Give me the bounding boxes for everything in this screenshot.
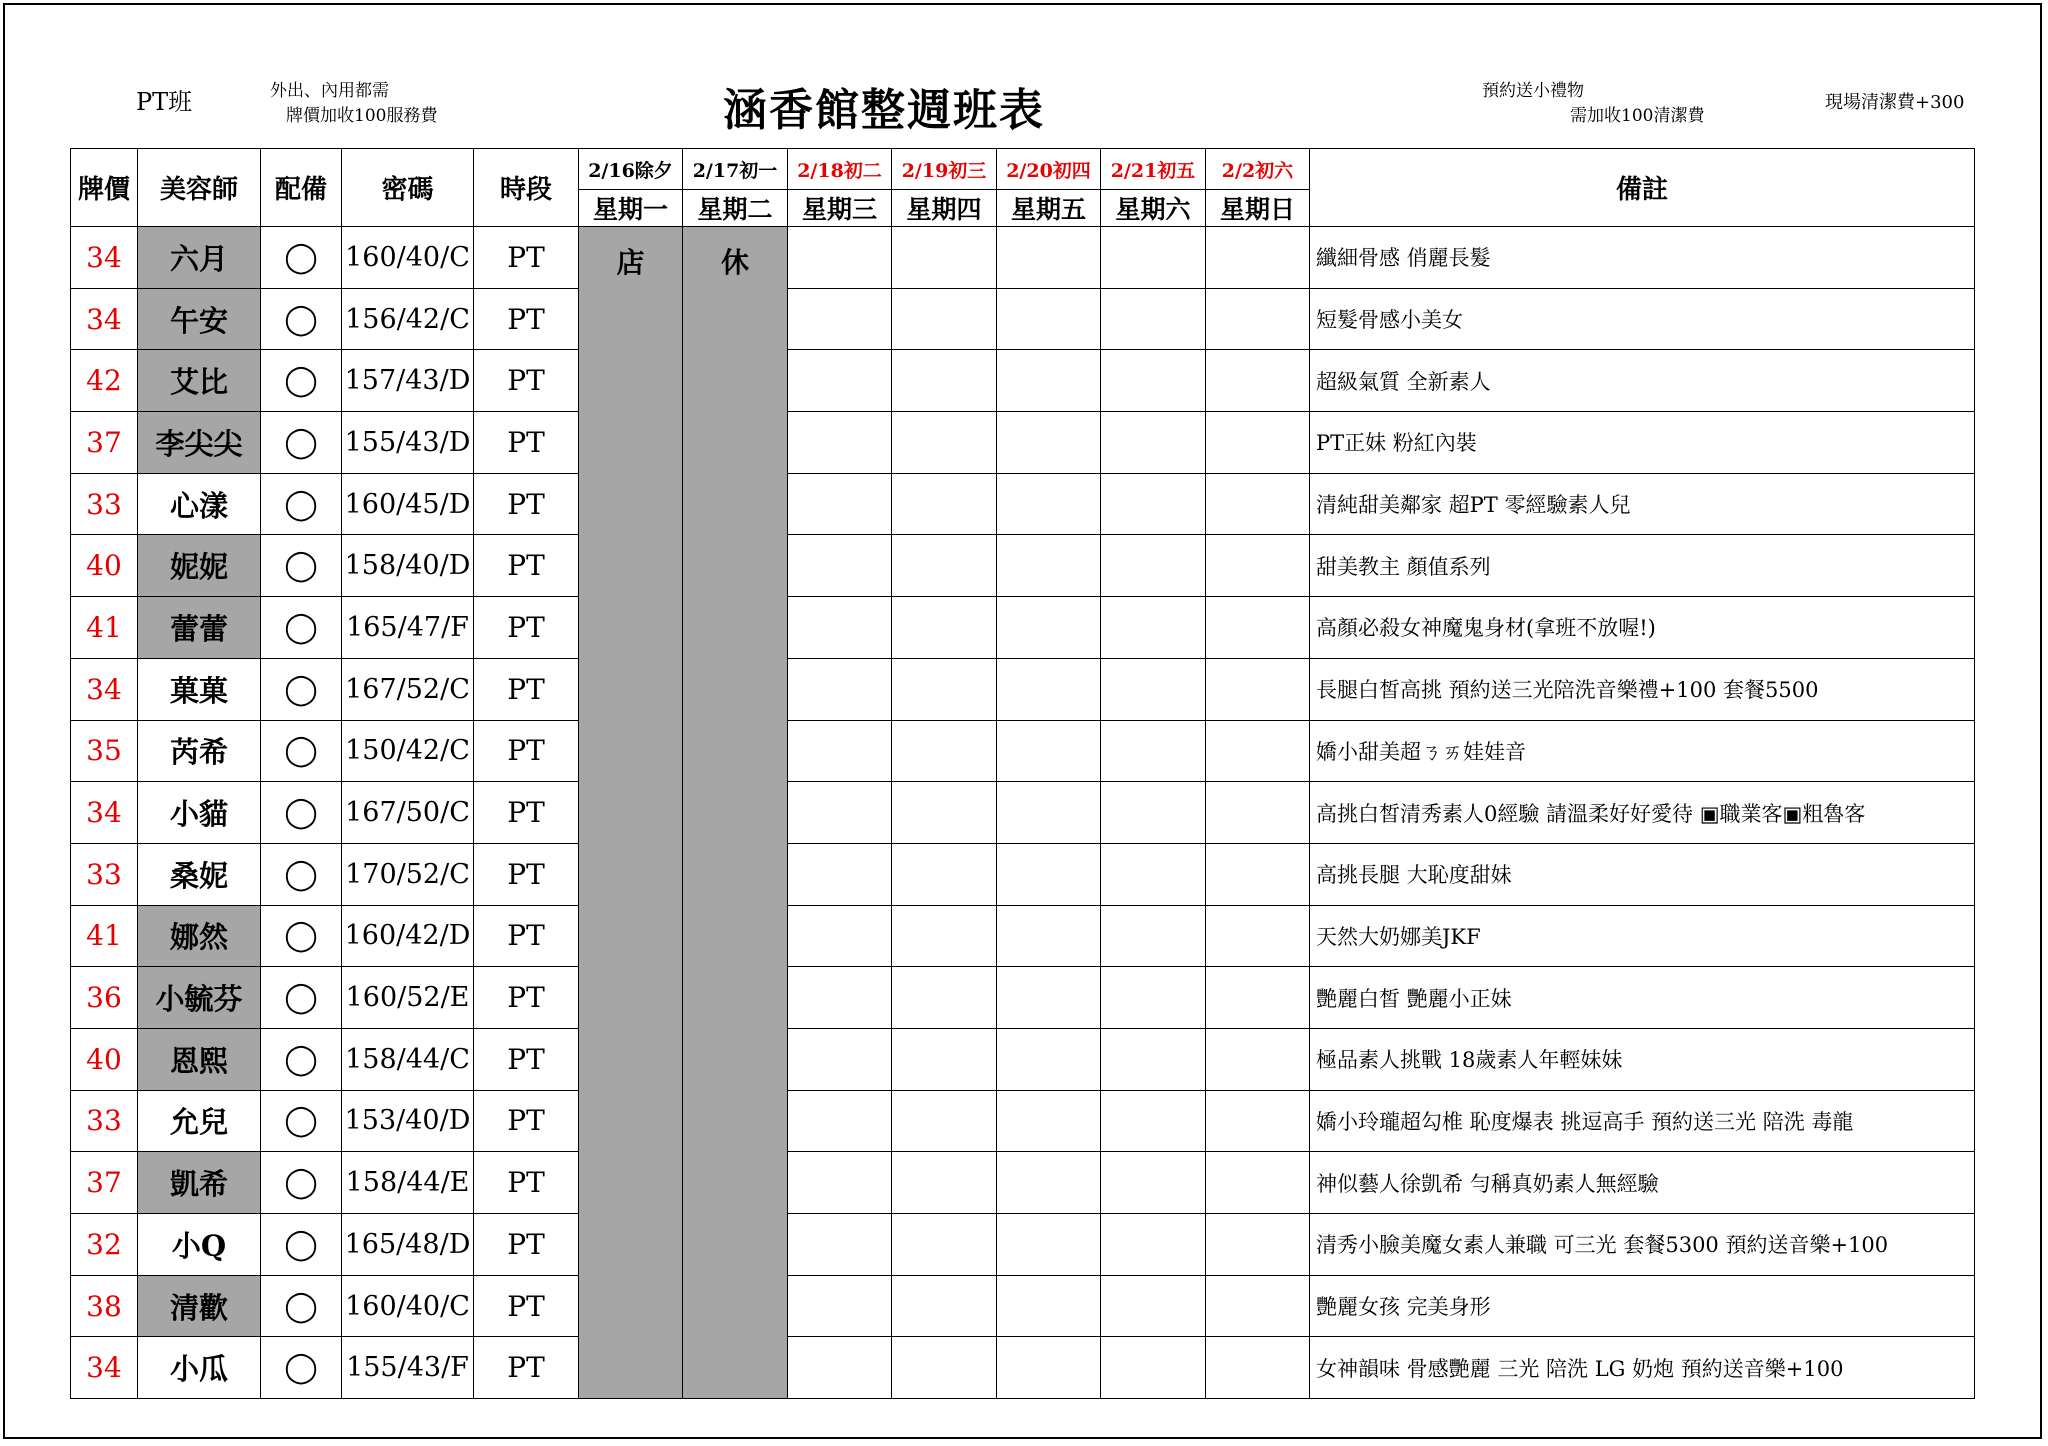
remark-cell: 嬌小甜美超ㄋㄞ娃娃音 (1310, 720, 1975, 782)
schedule-cell (892, 658, 997, 720)
equip-circle-icon: ◯ (261, 1275, 342, 1337)
password-cell: 156/42/C (342, 288, 474, 350)
time-slot-cell: PT (474, 1028, 579, 1090)
remark-cell: 超級氣質 全新素人 (1310, 350, 1975, 412)
table-row (71, 1275, 1975, 1337)
schedule-cell (788, 782, 892, 844)
schedule-cell (1206, 1090, 1310, 1152)
schedule-cell (788, 1275, 892, 1337)
table-row (71, 782, 1975, 844)
schedule-cell (892, 473, 997, 535)
table-row (71, 720, 1975, 782)
password-cell: 155/43/D (342, 412, 474, 474)
schedule-cell (1101, 1090, 1206, 1152)
beautician-name: 清歡 (138, 1275, 261, 1337)
schedule-cell (788, 227, 892, 289)
schedule-cell (892, 1152, 997, 1214)
remark-cell: PT正妹 粉紅內裝 (1310, 412, 1975, 474)
remark-cell: 清純甜美鄰家 超PT 零經驗素人兒 (1310, 473, 1975, 535)
beautician-name: 小瓜 (138, 1337, 261, 1399)
equip-circle-icon: ◯ (261, 1090, 342, 1152)
equip-circle-icon: ◯ (261, 288, 342, 350)
schedule-cell (1101, 967, 1206, 1029)
beautician-name: 芮希 (138, 720, 261, 782)
password-cell: 158/40/D (342, 535, 474, 597)
schedule-cell (997, 905, 1101, 967)
day-weekday-header: 星期一 (579, 190, 683, 227)
equip-circle-icon: ◯ (261, 843, 342, 905)
gift-note-line1: 預約送小禮物 (1482, 81, 1584, 101)
price-cell: 33 (71, 473, 138, 535)
schedule-cell (997, 1214, 1101, 1276)
schedule-cell (1206, 658, 1310, 720)
time-slot-cell: PT (474, 227, 579, 289)
equip-circle-icon: ◯ (261, 1214, 342, 1276)
schedule-cell (997, 535, 1101, 597)
password-cell: 150/42/C (342, 720, 474, 782)
schedule-cell (788, 597, 892, 659)
equip-circle-icon: ◯ (261, 350, 342, 412)
schedule-cell (1206, 473, 1310, 535)
store-closed-cell: 休 (683, 227, 788, 1399)
table-row (71, 288, 1975, 350)
equip-circle-icon: ◯ (261, 1337, 342, 1399)
schedule-cell (1206, 288, 1310, 350)
time-slot-cell: PT (474, 1337, 579, 1399)
day-weekday-header: 星期二 (683, 190, 788, 227)
day-date-header: 2/18初二 (788, 149, 892, 190)
beautician-name: 小Q (138, 1214, 261, 1276)
password-cell: 170/52/C (342, 843, 474, 905)
schedule-cell (788, 967, 892, 1029)
day-weekday-header: 星期五 (997, 190, 1101, 227)
equip-circle-icon: ◯ (261, 412, 342, 474)
schedule-cell (1206, 597, 1310, 659)
schedule-cell (788, 658, 892, 720)
beautician-name: 李尖尖 (138, 412, 261, 474)
schedule-cell (997, 227, 1101, 289)
schedule-cell (1101, 227, 1206, 289)
schedule-cell (1101, 782, 1206, 844)
price-cell: 42 (71, 350, 138, 412)
schedule-cell (1206, 1214, 1310, 1276)
beautician-name: 小貓 (138, 782, 261, 844)
schedule-cell (1101, 1275, 1206, 1337)
price-cell: 35 (71, 720, 138, 782)
table-row (71, 843, 1975, 905)
schedule-cell (788, 905, 892, 967)
day-weekday-header: 星期三 (788, 190, 892, 227)
time-slot-cell: PT (474, 782, 579, 844)
schedule-cell (1101, 1214, 1206, 1276)
password-cell: 157/43/D (342, 350, 474, 412)
beautician-name: 蕾蕾 (138, 597, 261, 659)
schedule-cell (892, 350, 997, 412)
schedule-cell (1206, 720, 1310, 782)
schedule-cell (892, 1214, 997, 1276)
col-header-equip: 配備 (261, 149, 342, 227)
schedule-cell (892, 1337, 997, 1399)
col-header-slot: 時段 (474, 149, 579, 227)
schedule-cell (1206, 1028, 1310, 1090)
schedule-cell (997, 658, 1101, 720)
price-cell: 33 (71, 1090, 138, 1152)
schedule-cell (892, 1028, 997, 1090)
schedule-cell (997, 597, 1101, 659)
time-slot-cell: PT (474, 1275, 579, 1337)
schedule-cell (892, 782, 997, 844)
equip-circle-icon: ◯ (261, 1028, 342, 1090)
schedule-cell (892, 412, 997, 474)
schedule-cell (892, 597, 997, 659)
beautician-name: 娜然 (138, 905, 261, 967)
schedule-cell (892, 720, 997, 782)
remark-cell: 女神韻味 骨感艷麗 三光 陪洗 LG 奶炮 預約送音樂+100 (1310, 1337, 1975, 1399)
price-cell: 40 (71, 535, 138, 597)
price-cell: 34 (71, 782, 138, 844)
time-slot-cell: PT (474, 412, 579, 474)
time-slot-cell: PT (474, 1214, 579, 1276)
password-cell: 165/47/F (342, 597, 474, 659)
schedule-cell (1206, 535, 1310, 597)
schedule-cell (1206, 227, 1310, 289)
time-slot-cell: PT (474, 535, 579, 597)
price-cell: 38 (71, 1275, 138, 1337)
col-header-remarks: 備註 (1310, 149, 1975, 227)
schedule-cell (892, 227, 997, 289)
schedule-cell (1101, 658, 1206, 720)
table-row (71, 350, 1975, 412)
schedule-cell (1206, 905, 1310, 967)
remark-cell: 長腿白皙高挑 預約送三光陪洗音樂禮+100 套餐5500 (1310, 658, 1975, 720)
table-row (71, 473, 1975, 535)
price-cell: 32 (71, 1214, 138, 1276)
price-cell: 41 (71, 597, 138, 659)
password-cell: 160/40/C (342, 227, 474, 289)
schedule-cell (788, 1152, 892, 1214)
schedule-cell (1206, 1152, 1310, 1214)
schedule-cell (892, 905, 997, 967)
remark-cell: 艷麗女孩 完美身形 (1310, 1275, 1975, 1337)
schedule-cell (1101, 473, 1206, 535)
schedule-cell (1206, 1337, 1310, 1399)
price-cell: 37 (71, 412, 138, 474)
schedule-cell (997, 1337, 1101, 1399)
time-slot-cell: PT (474, 1090, 579, 1152)
price-cell: 37 (71, 1152, 138, 1214)
store-closed-cell: 店 (579, 227, 683, 1399)
price-cell: 34 (71, 227, 138, 289)
beautician-name: 允兒 (138, 1090, 261, 1152)
equip-circle-icon: ◯ (261, 905, 342, 967)
schedule-cell (892, 288, 997, 350)
password-cell: 155/43/F (342, 1337, 474, 1399)
time-slot-cell: PT (474, 597, 579, 659)
schedule-cell (1101, 843, 1206, 905)
table-row (71, 1337, 1975, 1399)
remark-cell: 甜美教主 顏值系列 (1310, 535, 1975, 597)
schedule-cell (1101, 535, 1206, 597)
remark-cell: 短髮骨感小美女 (1310, 288, 1975, 350)
beautician-name: 桑妮 (138, 843, 261, 905)
password-cell: 165/48/D (342, 1214, 474, 1276)
day-date-header: 2/19初三 (892, 149, 997, 190)
schedule-cell (892, 535, 997, 597)
table-row (71, 597, 1975, 659)
time-slot-cell: PT (474, 720, 579, 782)
beautician-name: 小毓芬 (138, 967, 261, 1029)
schedule-cell (1101, 597, 1206, 659)
time-slot-cell: PT (474, 658, 579, 720)
schedule-cell (788, 412, 892, 474)
table-row (71, 967, 1975, 1029)
price-cell: 34 (71, 288, 138, 350)
schedule-cell (997, 288, 1101, 350)
price-cell: 34 (71, 658, 138, 720)
schedule-cell (997, 350, 1101, 412)
schedule-cell (1101, 412, 1206, 474)
beautician-name: 六月 (138, 227, 261, 289)
password-cell: 158/44/E (342, 1152, 474, 1214)
remark-cell: 艷麗白皙 艷麗小正妹 (1310, 967, 1975, 1029)
service-fee-note-line1: 外出、內用都需 (270, 81, 389, 101)
beautician-name: 心漾 (138, 473, 261, 535)
schedule-cell (892, 1090, 997, 1152)
col-header-password: 密碼 (342, 149, 474, 227)
equip-circle-icon: ◯ (261, 535, 342, 597)
equip-circle-icon: ◯ (261, 720, 342, 782)
schedule-cell (1101, 1152, 1206, 1214)
schedule-cell (788, 1028, 892, 1090)
time-slot-cell: PT (474, 473, 579, 535)
table-row (71, 535, 1975, 597)
remark-cell: 高挑白皙清秀素人0經驗 請溫柔好好愛待 ▣職業客▣粗魯客 (1310, 782, 1975, 844)
schedule-cell (1206, 782, 1310, 844)
schedule-cell (788, 473, 892, 535)
equip-circle-icon: ◯ (261, 227, 342, 289)
schedule-cell (788, 1090, 892, 1152)
schedule-cell (997, 720, 1101, 782)
remark-cell: 清秀小臉美魔女素人兼職 可三光 套餐5300 預約送音樂+100 (1310, 1214, 1975, 1276)
remark-cell: 天然大奶娜美JKF (1310, 905, 1975, 967)
remark-cell: 纖細骨感 俏麗長髮 (1310, 227, 1975, 289)
col-header-beautician: 美容師 (138, 149, 261, 227)
table-row (71, 658, 1975, 720)
schedule-cell (1206, 843, 1310, 905)
price-cell: 41 (71, 905, 138, 967)
schedule-cell (1101, 905, 1206, 967)
day-weekday-header: 星期六 (1101, 190, 1206, 227)
equip-circle-icon: ◯ (261, 782, 342, 844)
password-cell: 158/44/C (342, 1028, 474, 1090)
schedule-cell (1101, 1337, 1206, 1399)
schedule-cell (788, 535, 892, 597)
beautician-name: 艾比 (138, 350, 261, 412)
schedule-cell (997, 843, 1101, 905)
equip-circle-icon: ◯ (261, 473, 342, 535)
schedule-cell (997, 1028, 1101, 1090)
time-slot-cell: PT (474, 843, 579, 905)
schedule-cell (997, 782, 1101, 844)
remark-cell: 極品素人挑戰 18歲素人年輕妹妹 (1310, 1028, 1975, 1090)
table-row (71, 905, 1975, 967)
col-header-price: 牌價 (71, 149, 138, 227)
schedule-cell (1101, 350, 1206, 412)
day-date-header: 2/20初四 (997, 149, 1101, 190)
remark-cell: 神似藝人徐凱希 勻稱真奶素人無經驗 (1310, 1152, 1975, 1214)
equip-circle-icon: ◯ (261, 967, 342, 1029)
day-date-header: 2/16除夕 (579, 149, 683, 190)
password-cell: 160/42/D (342, 905, 474, 967)
time-slot-cell: PT (474, 905, 579, 967)
schedule-cell (788, 1214, 892, 1276)
schedule-cell (997, 1152, 1101, 1214)
equip-circle-icon: ◯ (261, 1152, 342, 1214)
beautician-name: 妮妮 (138, 535, 261, 597)
schedule-cell (788, 843, 892, 905)
table-row (71, 1090, 1975, 1152)
schedule-cell (1101, 720, 1206, 782)
equip-circle-icon: ◯ (261, 597, 342, 659)
table-row (71, 227, 1975, 289)
schedule-cell (997, 967, 1101, 1029)
schedule-cell (1101, 1028, 1206, 1090)
schedule-cell (892, 843, 997, 905)
password-cell: 160/40/C (342, 1275, 474, 1337)
price-cell: 34 (71, 1337, 138, 1399)
password-cell: 167/52/C (342, 658, 474, 720)
schedule-cell (997, 1275, 1101, 1337)
schedule-cell (788, 720, 892, 782)
beautician-name: 菓菓 (138, 658, 261, 720)
beautician-name: 恩熙 (138, 1028, 261, 1090)
schedule-cell (997, 1090, 1101, 1152)
time-slot-cell: PT (474, 967, 579, 1029)
schedule-cell (1101, 288, 1206, 350)
schedule-cell (788, 1337, 892, 1399)
time-slot-cell: PT (474, 288, 579, 350)
beautician-name: 午安 (138, 288, 261, 350)
day-weekday-header: 星期四 (892, 190, 997, 227)
table-row (71, 1214, 1975, 1276)
price-cell: 40 (71, 1028, 138, 1090)
schedule-cell (892, 967, 997, 1029)
page-title: 涵香館整週班表 (723, 85, 1045, 136)
equip-circle-icon: ◯ (261, 658, 342, 720)
time-slot-cell: PT (474, 1152, 579, 1214)
service-fee-note-line2: 牌價加收100服務費 (286, 106, 438, 126)
price-cell: 33 (71, 843, 138, 905)
gift-note-line2: 需加收100清潔費 (1570, 106, 1705, 126)
time-slot-cell: PT (474, 350, 579, 412)
day-date-header: 2/2初六 (1206, 149, 1310, 190)
password-cell: 167/50/C (342, 782, 474, 844)
schedule-cell (997, 473, 1101, 535)
day-weekday-header: 星期日 (1206, 190, 1310, 227)
table-row (71, 1028, 1975, 1090)
schedule-cell (1206, 1275, 1310, 1337)
table-row (71, 412, 1975, 474)
schedule-table (70, 148, 1975, 1399)
schedule-cell (788, 288, 892, 350)
table-row (71, 1152, 1975, 1214)
day-date-header: 2/17初一 (683, 149, 788, 190)
beautician-name: 凱希 (138, 1152, 261, 1214)
price-cell: 36 (71, 967, 138, 1029)
password-cell: 153/40/D (342, 1090, 474, 1152)
schedule-cell (788, 350, 892, 412)
remark-cell: 嬌小玲瓏超勾椎 恥度爆表 挑逗高手 預約送三光 陪洗 毒龍 (1310, 1090, 1975, 1152)
day-date-header: 2/21初五 (1101, 149, 1206, 190)
schedule-cell (997, 412, 1101, 474)
schedule-cell (1206, 350, 1310, 412)
pt-class-label: PT班 (136, 88, 193, 116)
schedule-cell (892, 1275, 997, 1337)
schedule-cell (1206, 967, 1310, 1029)
password-cell: 160/45/D (342, 473, 474, 535)
remark-cell: 高挑長腿 大恥度甜妹 (1310, 843, 1975, 905)
remark-cell: 高顏必殺女神魔鬼身材(拿班不放喔!) (1310, 597, 1975, 659)
schedule-cell (1206, 412, 1310, 474)
cleaning-fee-note: 現場清潔費+300 (1825, 92, 1965, 113)
password-cell: 160/52/E (342, 967, 474, 1029)
